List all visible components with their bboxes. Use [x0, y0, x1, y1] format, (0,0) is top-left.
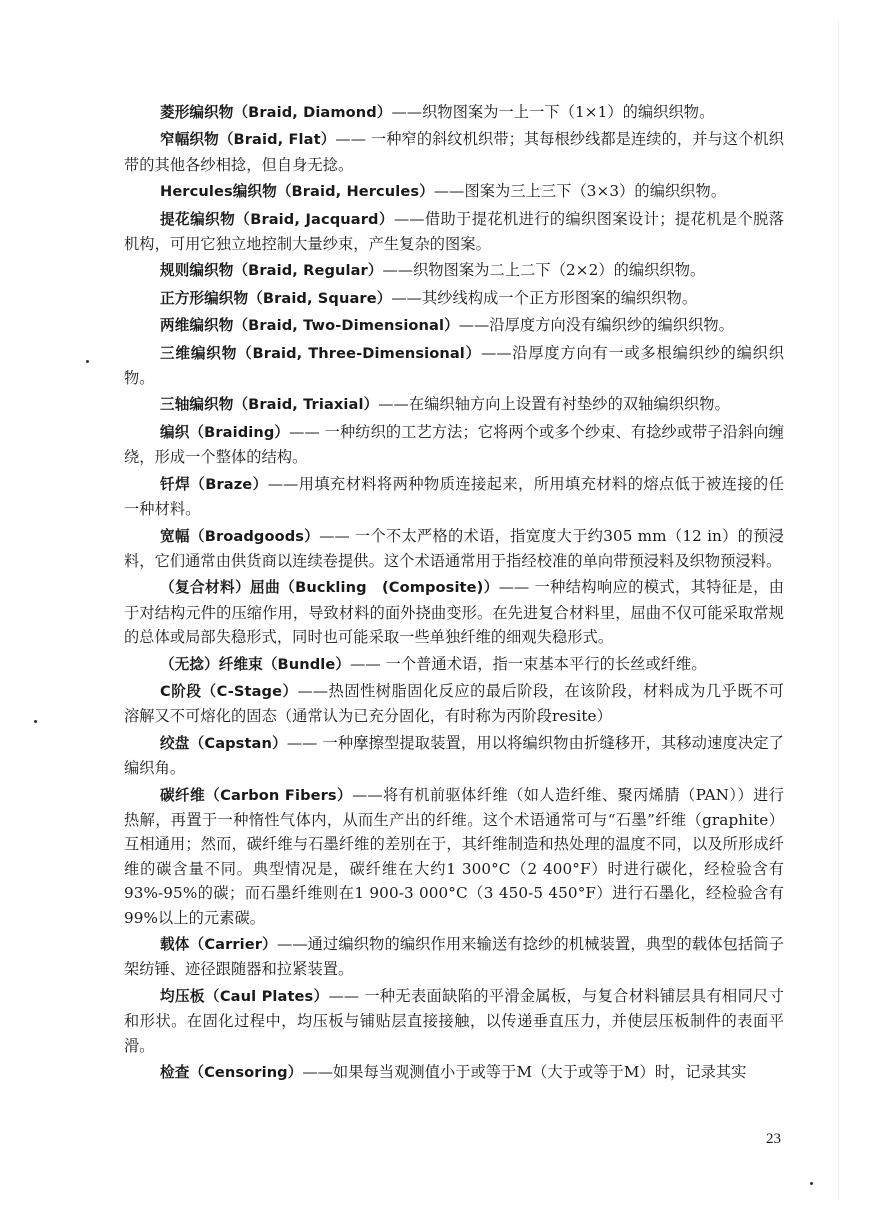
glossary-entry	[124, 731, 784, 781]
glossary-term: 规则编织物（Braid, Regular）	[160, 262, 383, 280]
glossary-definition: ——沿厚度方向没有编织纱的编织织物。	[458, 316, 734, 335]
glossary-definition: —— 一种纺织的工艺方法；它将两个或多个纱束、有捻纱或带子沿斜向缠绕，形成一个整体的结构。	[124, 422, 784, 467]
glossary-term: 三轴编织物（Braid, Triaxial）	[160, 396, 379, 414]
glossary-term: 宽幅（Broadgoods）	[160, 527, 320, 545]
glossary-definition: ——沿厚度方向有一或多根编织纱的编织织物。	[124, 343, 784, 388]
glossary-entry	[124, 783, 784, 930]
glossary-definition: —— 一种摩擦型提取装置，用以将编织物由折缝移开，其移动速度决定了编织角。	[124, 733, 784, 778]
scan-speck	[34, 720, 37, 723]
glossary-entry	[124, 524, 784, 574]
glossary-entry	[124, 100, 784, 125]
glossary-entry	[124, 341, 784, 391]
glossary-definition: ——用填充材料将两种物质连接起来，所用填充材料的熔点低于被连接的任一种材料。	[124, 474, 784, 519]
glossary-definition: ——织物图案为一上一下（1×1）的编织织物。	[391, 103, 715, 121]
page-number: 23	[766, 1131, 781, 1147]
glossary-entry	[124, 286, 784, 311]
scan-edge-line	[838, 20, 839, 1200]
glossary-term: 提花编织物（Braid, Jacquard）	[160, 210, 394, 228]
glossary-term: （无捻）纤维束（Bundle）	[160, 655, 351, 673]
glossary-term: 均压板（Caul Plates）	[160, 987, 329, 1005]
glossary-entry	[124, 472, 784, 522]
glossary-definition: ——其纱线构成一个正方形图案的编织织物。	[391, 288, 698, 307]
glossary-definition: —— 一种窄的斜纹机织带；其每根纱线都是连续的，并与这个机织带的其他各纱相捻，但自身无捻。	[124, 130, 784, 174]
glossary-definition: ——将有机前驱体纤维（如人造纤维、聚丙烯腈（PAN））进行热解，再置于一种惰性气体内，从而生产出的纤维。这个术语通常可与“石墨”纤维（graphite）互相通用；然而，碳纤维与石墨纤维的差别在于，其纤维制造和热处理的温度不同，以及所形成纤维的碳含量不同。典型情况是，碳纤维在大约1 300°C（2 400°F）时进行碳化，经检验含有93%-95%的碳；而石墨纤维则在1 900-3 000°C（3 450-5 450°F）进行石墨化，经检验含有99%以上的元素碳。	[124, 785, 784, 927]
glossary-term: 绞盘（Capstan）	[160, 734, 287, 752]
glossary-term: 钎焊（Braze）	[160, 475, 268, 493]
glossary-entry	[124, 575, 784, 649]
glossary-entry	[124, 313, 784, 338]
glossary-definition: ——热固性树脂固化反应的最后阶段，在该阶段，材料成为几乎既不可溶解又不可熔化的固态（通常认为已充分固化，有时称为丙阶段resite）	[124, 681, 784, 726]
glossary-term: 三维编织物（Braid, Three-Dimensional）	[160, 344, 482, 362]
glossary-entry	[124, 392, 784, 417]
glossary-term: 菱形编织物（Braid, Diamond）	[160, 104, 392, 121]
glossary-definition: ——图案为三上三下（3×3）的编织织物。	[433, 182, 727, 201]
glossary-definition: ——如果每当观测值小于或等于M（大于或等于M）时，记录其实	[302, 1063, 747, 1082]
glossary-term: 碳纤维（Carbon Fibers）	[160, 786, 353, 804]
glossary-definition: —— 一种结构响应的模式，其特征是，由于对结构元件的压缩作用，导致材料的面外挠曲变形。在先进复合材料里，屈曲不仅可能采取常规的总体或局部失稳形式，同时也可能采取一些单独纤维的细观失稳形式。	[124, 578, 784, 647]
glossary-definition: ——通过编织物的编织作用来输送有捻纱的机械装置，典型的载体包括筒子架纺锤、迹径跟随器和拉紧装置。	[124, 935, 784, 979]
glossary-content	[124, 100, 784, 1087]
glossary-entry	[124, 679, 784, 729]
glossary-term: （复合材料）屈曲（Buckling (Composite)）	[160, 579, 499, 597]
glossary-entry	[124, 420, 784, 470]
glossary-term: 两维编织物（Braid, Two-Dimensional）	[160, 317, 459, 335]
scan-speck	[86, 360, 89, 363]
glossary-term: 载体（Carrier）	[160, 936, 277, 953]
glossary-definition: —— 一个不太严格的术语，指宽度大于约305 mm（12 in）的预浸料，它们通常由供货商以连续卷提供。这个术语通常用于指经校准的单向带预浸料及织物预浸料。	[124, 526, 784, 570]
glossary-entry	[124, 1060, 784, 1085]
glossary-definition: —— 一个普通术语，指一束基本平行的长丝或纤维。	[350, 654, 707, 673]
glossary-entry	[124, 179, 784, 204]
glossary-definition: ——在编织轴方向上设置有衬垫纱的双轴编织织物。	[378, 395, 730, 414]
scan-speck	[810, 1182, 813, 1185]
glossary-entry	[124, 932, 784, 982]
glossary-definition: —— 一种无表面缺陷的平滑金属板，与复合材料铺层具有相同尺寸和形状。在固化过程中，均压板与铺贴层直接接触，以传递垂直压力，并使层压板制件的表面平滑。	[124, 986, 784, 1055]
glossary-term: 编织（Braiding）	[160, 423, 290, 441]
glossary-term: Hercules编织物（Braid, Hercules）	[160, 183, 434, 201]
glossary-entry	[124, 984, 784, 1058]
glossary-term: 检查（Censoring）	[160, 1064, 303, 1082]
glossary-entry	[124, 127, 784, 177]
glossary-entry	[124, 258, 784, 283]
glossary-entry	[124, 207, 784, 257]
glossary-term: C阶段（C-Stage）	[160, 682, 298, 700]
glossary-term: 窄幅织物（Braid, Flat）	[160, 131, 336, 149]
glossary-entry	[124, 652, 784, 677]
glossary-term: 正方形编织物（Braid, Square）	[160, 289, 392, 307]
glossary-definition: ——织物图案为二上二下（2×2）的编织织物。	[382, 261, 706, 280]
glossary-definition: ——借助于提花机进行的编织图案设计；提花机是个脱落机构，可用它独立地控制大量纱束，产生复杂的图案。	[124, 209, 784, 254]
